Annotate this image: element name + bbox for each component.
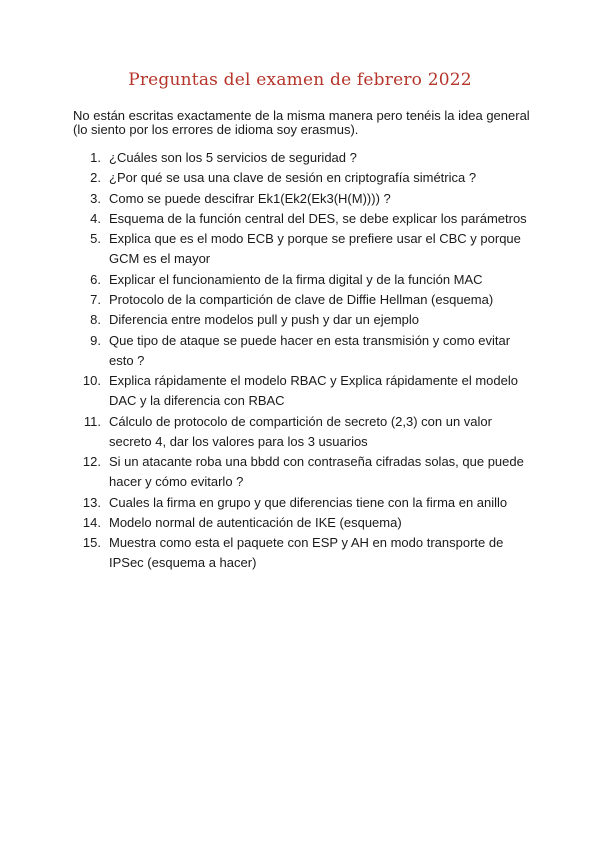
page-title: Preguntas del examen de febrero 2022 xyxy=(128,70,472,90)
question-item xyxy=(73,493,533,513)
question-text: Como se puede descifrar Ek1(Ek2(Ek3(H(M)))) ? xyxy=(109,190,391,206)
question-text: ¿Cuáles son los 5 servicios de seguridad ? xyxy=(109,150,357,165)
question-text: ¿Por qué se usa una clave de sesión en criptografía simétrica ? xyxy=(109,170,477,186)
question-number: 8. xyxy=(90,312,101,328)
question-number: 6. xyxy=(90,271,101,287)
question-text: Explicar el funcionamiento de la firma digital y de la función MAC xyxy=(109,271,483,287)
question-number: 11. xyxy=(83,413,101,429)
question-number: 4. xyxy=(90,210,101,226)
question-text: Muestra como esta el paquete con ESP y AH en modo transporte de IPSec (esquema a hacer) xyxy=(109,535,504,571)
question-number: 13. xyxy=(82,494,101,510)
question-text: Explica que es el modo ECB y porque se prefiere usar el CBC y porque GCM es el mayor xyxy=(109,231,521,267)
question-item xyxy=(73,168,533,188)
question-item xyxy=(73,452,533,492)
question-item xyxy=(73,290,533,310)
question-number: 9. xyxy=(90,332,101,348)
question-number: 5. xyxy=(90,231,101,247)
question-number: 14. xyxy=(82,514,101,530)
question-item xyxy=(73,310,533,330)
question-text: Esquema de la función central del DES, se debe explicar los parámetros xyxy=(109,210,527,226)
question-item xyxy=(73,371,533,411)
intro-paragraph: No están escritas exactamente de la misma manera pero tenéis la idea general (lo siento por los errores de idioma soy erasmus). xyxy=(73,108,530,137)
question-text: Si un atacante roba una bbdd con contraseña cifradas solas, que puede hacer y cómo evitarlo ? xyxy=(109,454,524,490)
question-number: 1. xyxy=(90,150,101,165)
question-item xyxy=(73,229,533,269)
question-number: 3. xyxy=(90,190,101,206)
question-text: Cálculo de protocolo de compartición de secreto (2,3) con un valor secreto 4, dar los valores para los 3 usuarios xyxy=(109,413,492,449)
question-item xyxy=(73,533,533,573)
question-number: 2. xyxy=(90,170,101,186)
question-item xyxy=(73,209,533,229)
question-number: 12. xyxy=(82,454,101,470)
question-item xyxy=(73,270,533,290)
question-text: Explica rápidamente el modelo RBAC y Explica rápidamente el modelo DAC y la diferencia con RBAC xyxy=(109,373,518,409)
question-item xyxy=(73,513,533,533)
question-number: 15. xyxy=(82,535,101,551)
question-number: 10. xyxy=(82,373,101,389)
question-text: Que tipo de ataque se puede hacer en esta transmisión y como evitar esto ? xyxy=(109,332,511,368)
question-text: Cuales la firma en grupo y que diferencias tiene con la firma en anillo xyxy=(109,494,508,510)
question-text: Modelo normal de autenticación de IKE (esquema) xyxy=(109,514,402,530)
question-text: Diferencia entre modelos pull y push y dar un ejemplo xyxy=(109,312,420,328)
question-item xyxy=(73,412,533,452)
question-text: Protocolo de la compartición de clave de Diffie Hellman (esquema) xyxy=(109,291,494,307)
question-number: 7. xyxy=(90,291,101,307)
question-item xyxy=(73,189,533,209)
question-item xyxy=(73,331,533,371)
question-list xyxy=(73,148,533,574)
question-item xyxy=(73,148,533,168)
